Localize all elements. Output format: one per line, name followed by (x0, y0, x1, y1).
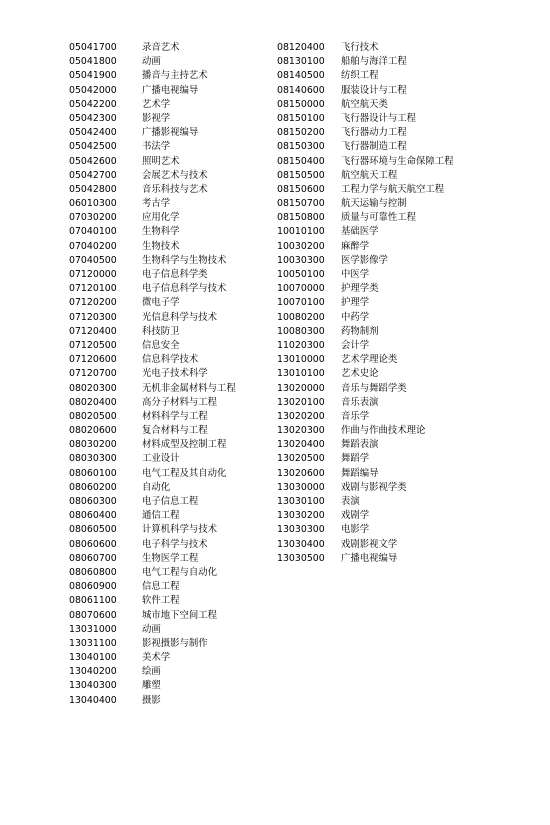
major-row (277, 325, 454, 339)
major-code: 05042200 (69, 98, 117, 110)
major-code: 11020300 (277, 339, 325, 351)
major-name: 舞蹈学 (341, 453, 370, 465)
major-name: 飞行器环境与生命保障工程 (341, 155, 454, 167)
major-row (69, 211, 236, 225)
major-name: 生物科学 (142, 226, 180, 238)
major-name: 播音与主持艺术 (142, 70, 208, 82)
major-row (277, 552, 454, 566)
major-code: 08150300 (277, 141, 325, 153)
left-column (69, 41, 236, 708)
major-code: 05041900 (69, 70, 117, 82)
major-row (69, 665, 236, 679)
major-name: 城市地下空间工程 (142, 609, 218, 621)
major-code: 07120500 (69, 339, 117, 351)
major-code: 08150100 (277, 112, 325, 124)
major-name: 计算机科学与技术 (142, 524, 218, 536)
major-name: 材料科学与工程 (142, 410, 208, 422)
major-row (69, 225, 236, 239)
major-code: 05042400 (69, 127, 117, 139)
major-row (69, 594, 236, 608)
major-name: 材料成型及控制工程 (142, 439, 227, 451)
major-name: 考古学 (142, 198, 171, 210)
major-name: 信息工程 (142, 581, 180, 593)
major-row (277, 211, 454, 225)
major-name: 舞蹈编导 (341, 467, 379, 479)
major-row (277, 353, 454, 367)
major-name: 广播电视编导 (341, 552, 398, 564)
major-name: 电气工程及其自动化 (142, 467, 227, 479)
major-row (69, 424, 236, 438)
major-name: 广播电视编导 (142, 84, 199, 96)
major-name: 戏剧影视文学 (341, 538, 398, 550)
major-name: 艺术学理论类 (341, 354, 398, 366)
major-name: 信息安全 (142, 339, 180, 351)
major-code: 08061100 (69, 595, 117, 607)
major-name: 中医学 (341, 269, 370, 280)
major-code: 13031000 (69, 623, 117, 635)
major-name: 飞行器设计与工程 (341, 112, 417, 124)
major-name: 作曲与作曲技术理论 (341, 425, 426, 437)
major-row (277, 98, 454, 112)
major-row (69, 296, 236, 310)
major-row (69, 282, 236, 296)
right-column (277, 41, 454, 566)
major-row (69, 367, 236, 381)
major-name: 摄影 (142, 694, 161, 706)
major-row (69, 580, 236, 594)
major-row (69, 240, 236, 254)
major-row (277, 225, 454, 239)
major-code: 08060900 (69, 581, 117, 593)
major-code: 08060700 (69, 552, 117, 564)
major-code: 05041700 (69, 42, 117, 53)
major-code: 13030100 (277, 496, 325, 507)
major-code: 13020600 (277, 467, 325, 479)
major-code: 06010300 (69, 198, 117, 210)
major-name: 电子信息科学与技术 (142, 283, 227, 295)
major-code: 05042500 (69, 141, 117, 153)
major-code: 10050100 (277, 269, 325, 280)
major-name: 护理学 (341, 297, 370, 309)
major-row (277, 155, 454, 169)
major-code: 08150500 (277, 169, 325, 181)
major-code: 08070600 (69, 609, 117, 621)
major-row (69, 679, 236, 693)
major-row (277, 396, 454, 410)
major-row (69, 155, 236, 169)
major-code: 13030400 (277, 538, 325, 550)
major-code: 07120000 (69, 269, 117, 280)
major-name: 护理学类 (341, 283, 379, 295)
major-row (277, 311, 454, 325)
major-row (277, 509, 454, 523)
major-name: 工程力学与航天航空工程 (341, 183, 445, 195)
major-code: 10070000 (277, 283, 325, 295)
major-name: 音乐与舞蹈学类 (341, 382, 407, 394)
major-row (277, 55, 454, 69)
major-code: 13020200 (277, 410, 325, 422)
major-code: 13040300 (69, 680, 117, 692)
major-code: 07120200 (69, 297, 117, 309)
major-code: 08020600 (69, 425, 117, 437)
major-name: 无机非金属材料与工程 (142, 382, 236, 394)
major-row (69, 396, 236, 410)
major-name: 音乐表演 (341, 396, 379, 408)
major-name: 动画 (142, 56, 161, 68)
major-row (69, 609, 236, 623)
major-code: 13020100 (277, 396, 325, 408)
major-row (69, 382, 236, 396)
major-row (277, 183, 454, 197)
major-name: 生物科学与生物技术 (142, 254, 227, 266)
major-name: 绘画 (142, 666, 161, 678)
major-row (69, 325, 236, 339)
major-name: 光电子技术科学 (142, 368, 208, 380)
major-row (277, 254, 454, 268)
major-name: 艺术史论 (341, 368, 379, 380)
major-row (69, 410, 236, 424)
major-name: 影视摄影与制作 (142, 637, 208, 649)
major-code: 08060600 (69, 538, 117, 550)
major-row (277, 84, 454, 98)
major-code: 13040100 (69, 652, 117, 664)
major-row (277, 339, 454, 353)
major-name: 动画 (142, 623, 161, 635)
major-name: 航空航天工程 (341, 169, 398, 181)
major-name: 工业设计 (142, 453, 180, 465)
major-code: 08150600 (277, 183, 325, 195)
major-name: 医学影像学 (341, 254, 388, 266)
major-row (277, 69, 454, 83)
major-code: 07040200 (69, 240, 117, 252)
major-name: 广播影视编导 (142, 127, 199, 139)
major-code: 13010100 (277, 368, 325, 380)
major-code: 08030300 (69, 453, 117, 465)
major-code: 08150400 (277, 155, 325, 167)
major-name: 戏剧学 (341, 510, 370, 522)
major-name: 光信息科学与技术 (142, 311, 218, 323)
major-code: 05042700 (69, 169, 117, 181)
major-row (277, 140, 454, 154)
major-row (277, 197, 454, 211)
major-code: 05042600 (69, 155, 117, 167)
major-code: 08020400 (69, 396, 117, 408)
major-code: 08150700 (277, 198, 325, 210)
major-row (69, 84, 236, 98)
major-row (277, 481, 454, 495)
major-name: 纺织工程 (341, 70, 379, 82)
major-code: 13030200 (277, 510, 325, 522)
major-name: 录音艺术 (142, 42, 180, 53)
major-code: 08140500 (277, 70, 325, 82)
major-row (69, 126, 236, 140)
major-code: 13030000 (277, 481, 325, 493)
major-name: 船舶与海洋工程 (341, 56, 407, 68)
major-code: 08060800 (69, 566, 117, 578)
major-code: 10080200 (277, 311, 325, 323)
major-row (277, 438, 454, 452)
major-name: 表演 (341, 496, 360, 507)
major-name: 电子信息工程 (142, 496, 199, 507)
major-name: 质量与可靠性工程 (341, 212, 417, 224)
major-name: 雕塑 (142, 680, 161, 692)
major-row (69, 254, 236, 268)
major-code: 13020400 (277, 439, 325, 451)
major-name: 航天运输与控制 (341, 198, 407, 210)
major-row (69, 268, 236, 282)
major-name: 会计学 (341, 339, 370, 351)
major-code: 13020000 (277, 382, 325, 394)
major-name: 书法学 (142, 141, 171, 153)
major-code: 13030500 (277, 552, 325, 564)
major-code: 07120100 (69, 283, 117, 295)
major-code: 05042800 (69, 183, 117, 195)
major-code: 08060100 (69, 467, 117, 479)
major-name: 信息科学技术 (142, 354, 199, 366)
major-name: 基础医学 (341, 226, 379, 238)
major-name: 应用化学 (142, 212, 180, 224)
major-code: 07120300 (69, 311, 117, 323)
major-row (69, 637, 236, 651)
major-row (69, 183, 236, 197)
major-row (277, 410, 454, 424)
major-code: 13040400 (69, 694, 117, 706)
major-row (69, 481, 236, 495)
major-name: 照明艺术 (142, 155, 180, 167)
major-row (69, 523, 236, 537)
major-code: 08020500 (69, 410, 117, 422)
major-name: 电影学 (341, 524, 370, 536)
major-name: 电气工程与自动化 (142, 566, 218, 578)
major-code: 08060300 (69, 496, 117, 507)
major-code: 13020300 (277, 425, 325, 437)
major-row (277, 467, 454, 481)
major-row (69, 41, 236, 55)
major-name: 自动化 (142, 481, 171, 493)
major-code: 10070100 (277, 297, 325, 309)
major-name: 服装设计与工程 (341, 84, 407, 96)
major-row (277, 126, 454, 140)
major-name: 飞行器动力工程 (341, 127, 407, 139)
major-code: 05041800 (69, 56, 117, 68)
major-code: 08130100 (277, 56, 325, 68)
major-code: 07030200 (69, 212, 117, 224)
major-row (277, 112, 454, 126)
major-code: 10010100 (277, 226, 325, 238)
major-name: 高分子材料与工程 (142, 396, 218, 408)
major-row (69, 538, 236, 552)
major-name: 电子信息科学类 (142, 269, 208, 280)
major-code: 08140600 (277, 84, 325, 96)
major-code: 13010000 (277, 354, 325, 366)
major-code: 08060200 (69, 481, 117, 493)
major-code: 08060500 (69, 524, 117, 536)
major-row (69, 438, 236, 452)
major-name: 通信工程 (142, 510, 180, 522)
major-name: 麻醉学 (341, 240, 370, 252)
major-name: 音乐学 (341, 410, 370, 422)
major-row (277, 41, 454, 55)
major-row (69, 694, 236, 708)
major-row (277, 523, 454, 537)
major-code: 13020500 (277, 453, 325, 465)
major-row (69, 98, 236, 112)
major-name: 舞蹈表演 (341, 439, 379, 451)
major-row (69, 509, 236, 523)
major-row (69, 467, 236, 481)
major-code: 13040200 (69, 666, 117, 678)
major-name: 生物技术 (142, 240, 180, 252)
major-code: 07120400 (69, 325, 117, 337)
major-code: 08120400 (277, 42, 325, 53)
major-row (69, 452, 236, 466)
major-row (69, 651, 236, 665)
major-row (69, 566, 236, 580)
major-name: 科技防卫 (142, 325, 180, 337)
major-code: 08150200 (277, 127, 325, 139)
major-code: 05042000 (69, 84, 117, 96)
major-row (277, 382, 454, 396)
major-row (69, 623, 236, 637)
major-name: 软件工程 (142, 595, 180, 607)
major-name: 飞行技术 (341, 42, 379, 53)
major-name: 复合材料与工程 (142, 425, 208, 437)
major-code: 13031100 (69, 637, 117, 649)
major-name: 航空航天类 (341, 98, 388, 110)
major-code: 08150000 (277, 98, 325, 110)
major-row (69, 197, 236, 211)
major-row (277, 452, 454, 466)
major-row (277, 296, 454, 310)
major-code: 10080300 (277, 325, 325, 337)
major-row (277, 495, 454, 509)
major-name: 音乐科技与艺术 (142, 183, 208, 195)
major-code: 07120700 (69, 368, 117, 380)
major-name: 会展艺术与技术 (142, 169, 208, 181)
major-name: 药物制剂 (341, 325, 379, 337)
major-name: 飞行器制造工程 (341, 141, 407, 153)
major-row (277, 367, 454, 381)
major-name: 戏剧与影视学类 (341, 481, 407, 493)
major-code: 05042300 (69, 112, 117, 124)
major-code: 10030300 (277, 254, 325, 266)
major-row (69, 169, 236, 183)
major-name: 中药学 (341, 311, 370, 323)
major-name: 影视学 (142, 112, 171, 124)
major-row (69, 339, 236, 353)
major-row (69, 55, 236, 69)
major-row (277, 424, 454, 438)
major-row (69, 495, 236, 509)
major-row (277, 240, 454, 254)
major-row (277, 282, 454, 296)
major-row (277, 268, 454, 282)
major-code: 07040500 (69, 254, 117, 266)
major-row (69, 112, 236, 126)
major-row (69, 69, 236, 83)
major-code: 08060400 (69, 510, 117, 522)
major-name: 艺术学 (142, 98, 171, 110)
major-row (69, 311, 236, 325)
major-name: 生物医学工程 (142, 552, 199, 564)
major-name: 美术学 (142, 652, 171, 664)
major-code: 07120600 (69, 354, 117, 366)
major-code: 08020300 (69, 382, 117, 394)
major-code: 08150800 (277, 212, 325, 224)
major-code: 13030300 (277, 524, 325, 536)
major-code: 10030200 (277, 240, 325, 252)
major-row (277, 169, 454, 183)
major-name: 电子科学与技术 (142, 538, 208, 550)
major-row (69, 353, 236, 367)
major-row (69, 552, 236, 566)
major-name: 微电子学 (142, 297, 180, 309)
major-code: 07040100 (69, 226, 117, 238)
major-code: 08030200 (69, 439, 117, 451)
major-row (69, 140, 236, 154)
major-row (277, 538, 454, 552)
